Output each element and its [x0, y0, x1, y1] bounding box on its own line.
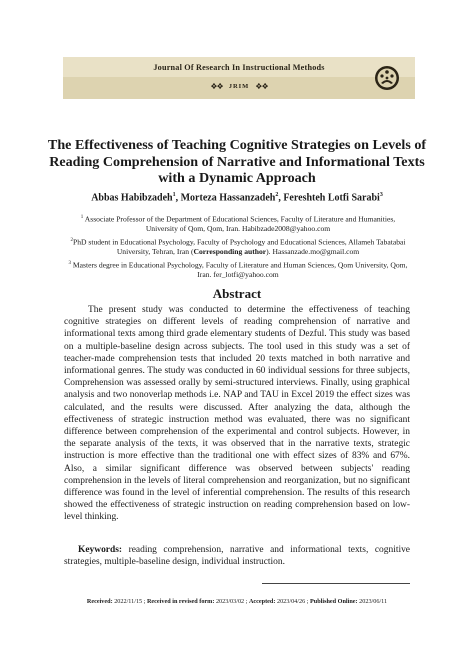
- affiliation: [66, 236, 410, 257]
- author-name: Fereshteh Lotfi Sarabi: [283, 192, 380, 204]
- article-title: The Effectiveness of Teaching Cognitive Strategies on Levels of Reading Comprehension of Narrative and Informational Texts with a Dynamic Approach: [47, 137, 427, 186]
- received-date: 2022/11/15 ;: [112, 598, 147, 605]
- journal-banner: [63, 57, 415, 99]
- keywords-label: Keywords:: [78, 545, 123, 555]
- accepted-date: 2023/04/26 ;: [275, 598, 310, 605]
- footnote-rule: [262, 583, 410, 584]
- abstract-heading: Abstract: [212, 286, 262, 301]
- affiliation-text: ). Hassanzade.mo@gmail.com: [266, 247, 360, 257]
- author-sup: 1: [172, 192, 176, 198]
- ornament-icon: ❖❖: [210, 81, 223, 91]
- author-name: Abbas Habibzadeh: [91, 192, 173, 204]
- journal-abbrev: JRIM: [228, 82, 250, 90]
- journal-name: Journal Of Research In Instructional Methods: [153, 63, 325, 72]
- accepted-label: Accepted:: [248, 598, 276, 605]
- published-date: 2023/06/11: [357, 598, 388, 605]
- abstract-text: The present study was conducted to determine the effectiveness of teaching cognitive strategies on different levels of reading comprehension of narrative and informational texts among third grade elementary students of Dezful. This study was based on a multiple-baseline design across subjects. The tool used in this study was a set of teacher-made comprehension tests that included 20 texts matched in both narrative and informational genres. The study was conducted in 60 individual sessions for three subjects, Comprehension was assessed orally by semi-structured interviews. Finally, using graphical analysis and two nonoverlap methods i.e. NAP and TAU in Excel 2019 the effect sizes was calculated, and the results were discussed. After analyzing the data, although the effectiveness of strategic instruction method was evaluated, there was no significant difference between comprehension of the experimental and control subjects. However, in the separate analysis of the texts, it was observed that in the narrative texts, strategic instruction is more effective than the traditional one with effect sizes of 83% and 67%. Also, a similar significant difference was observed between subjects' reading comprehension in the levels of literal comprehension and reorganization, but no significant difference was found in the level of inferential comprehension. The results of this research showed the effectiveness of strategic instruction on reading comprehension based on low-level thinking.: [64, 305, 410, 523]
- publication-dates: [62, 598, 412, 605]
- author-sup: 2: [275, 192, 279, 198]
- jrim-row: [63, 80, 415, 92]
- keywords-text: reading comprehension, narrative and informational texts, cognitive strategies, multiple-baseline design, individual instruction.: [64, 545, 410, 568]
- affiliation-text: Associate Professor of the Department of Educational Sciences, Faculty of Literature and Humanities, University of Qom, Qom, Iran. Habibzade2008@yahoo.com: [83, 214, 396, 234]
- affiliation-sup: 3: [68, 261, 72, 266]
- revised-date: 2023/03/02 ;: [214, 598, 249, 605]
- journal-logo-icon: [374, 65, 400, 91]
- affiliation: [66, 259, 410, 280]
- affiliation-sup: 1: [80, 215, 84, 220]
- author-list: Abbas Habibzadeh$^1$, Morteza Hassanzadeh$^2$, Fereshteh Lotfi Sarabi$^3$: [91, 192, 383, 204]
- corresponding-author-label: Corresponding author: [193, 247, 267, 257]
- received-label: Received:: [86, 598, 113, 605]
- revised-label: Received in revised form:: [146, 598, 215, 605]
- author-name: Morteza Hassanzadeh: [180, 192, 276, 204]
- affiliation-sup: 2: [70, 238, 73, 243]
- affiliation: [66, 213, 410, 234]
- affiliation-text: Masters degree in Educational Psychology, Faculty of Literature and Human Sciences, Qom University, Qom, Iran. fer_lotfi@yahoo.com: [71, 260, 408, 280]
- affiliation-text: PhD student in Educational Psychology, Faculty of Psychology and Educational Sciences, Allameh Tabatabai University, Tehran, Iran (: [73, 237, 406, 257]
- keywords: [64, 544, 410, 568]
- published-label: Published Online:: [309, 598, 358, 605]
- ornament-icon: ❖❖: [255, 81, 268, 91]
- author-sup: 3: [379, 192, 383, 198]
